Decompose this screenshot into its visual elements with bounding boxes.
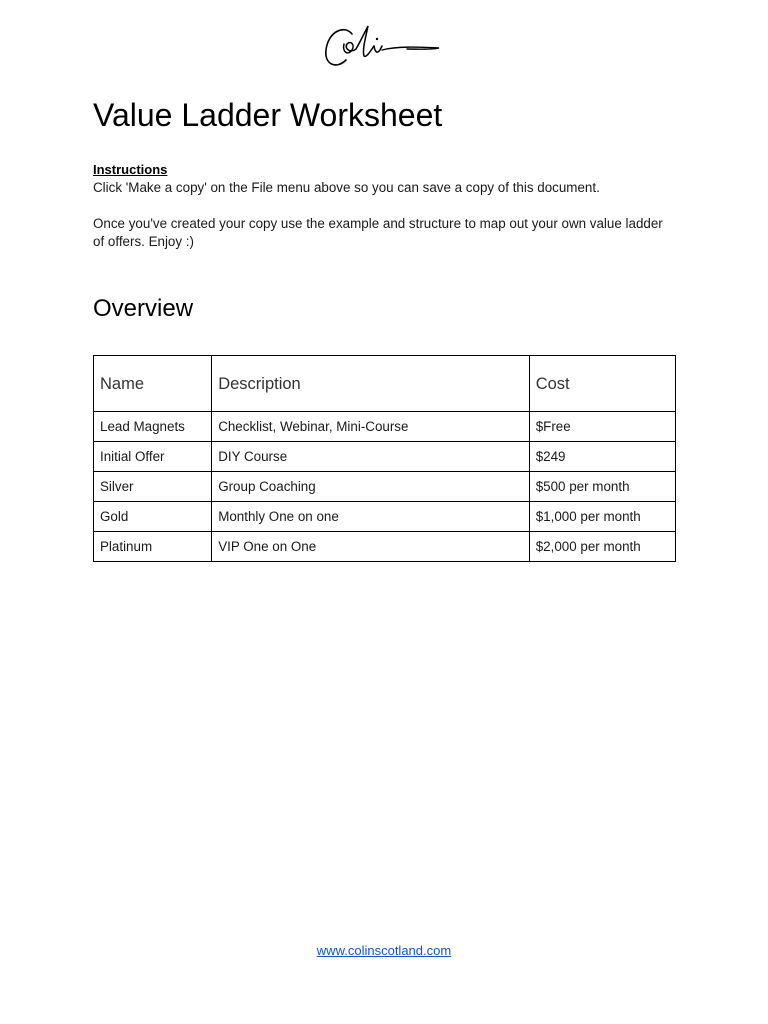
table-row: [94, 472, 676, 502]
instructions-paragraph-1: Click 'Make a copy' on the File menu above so you can save a copy of this document.: [93, 180, 600, 195]
cell-description: Checklist, Webinar, Mini-Course: [212, 412, 530, 442]
overview-heading: Overview: [93, 295, 194, 322]
header-description: Description: [212, 356, 530, 412]
cell-description: VIP One on One: [212, 532, 530, 562]
cell-name: Initial Offer: [94, 442, 212, 472]
header-cost: Cost: [529, 356, 675, 412]
table-row: [94, 442, 676, 472]
cell-name: Platinum: [94, 532, 212, 562]
cell-name: Lead Magnets: [94, 412, 212, 442]
table-row: [94, 412, 676, 442]
cell-cost: $2,000 per month: [529, 532, 675, 562]
cell-name: Gold: [94, 502, 212, 532]
cell-name: Silver: [94, 472, 212, 502]
table-row: [94, 532, 676, 562]
cell-cost: $Free: [529, 412, 675, 442]
cell-cost: $249: [529, 442, 675, 472]
footer: [0, 942, 768, 960]
instructions-paragraph-2: Once you've created your copy use the example and structure to map out your own value ladder of offers. Enjoy :): [93, 216, 663, 249]
value-ladder-table: [93, 355, 676, 562]
header-name: Name: [94, 356, 212, 412]
signature-logo: [322, 22, 444, 74]
cell-cost: $500 per month: [529, 472, 675, 502]
website-link[interactable]: www.colinscotland.com: [316, 943, 452, 958]
instructions-heading: Instructions: [93, 162, 168, 177]
document-title: Value Ladder Worksheet: [93, 97, 443, 133]
table-header-row: [94, 356, 676, 412]
cell-cost: $1,000 per month: [529, 502, 675, 532]
cell-description: Group Coaching: [212, 472, 530, 502]
cell-description: Monthly One on one: [212, 502, 530, 532]
cell-description: DIY Course: [212, 442, 530, 472]
table-row: [94, 502, 676, 532]
